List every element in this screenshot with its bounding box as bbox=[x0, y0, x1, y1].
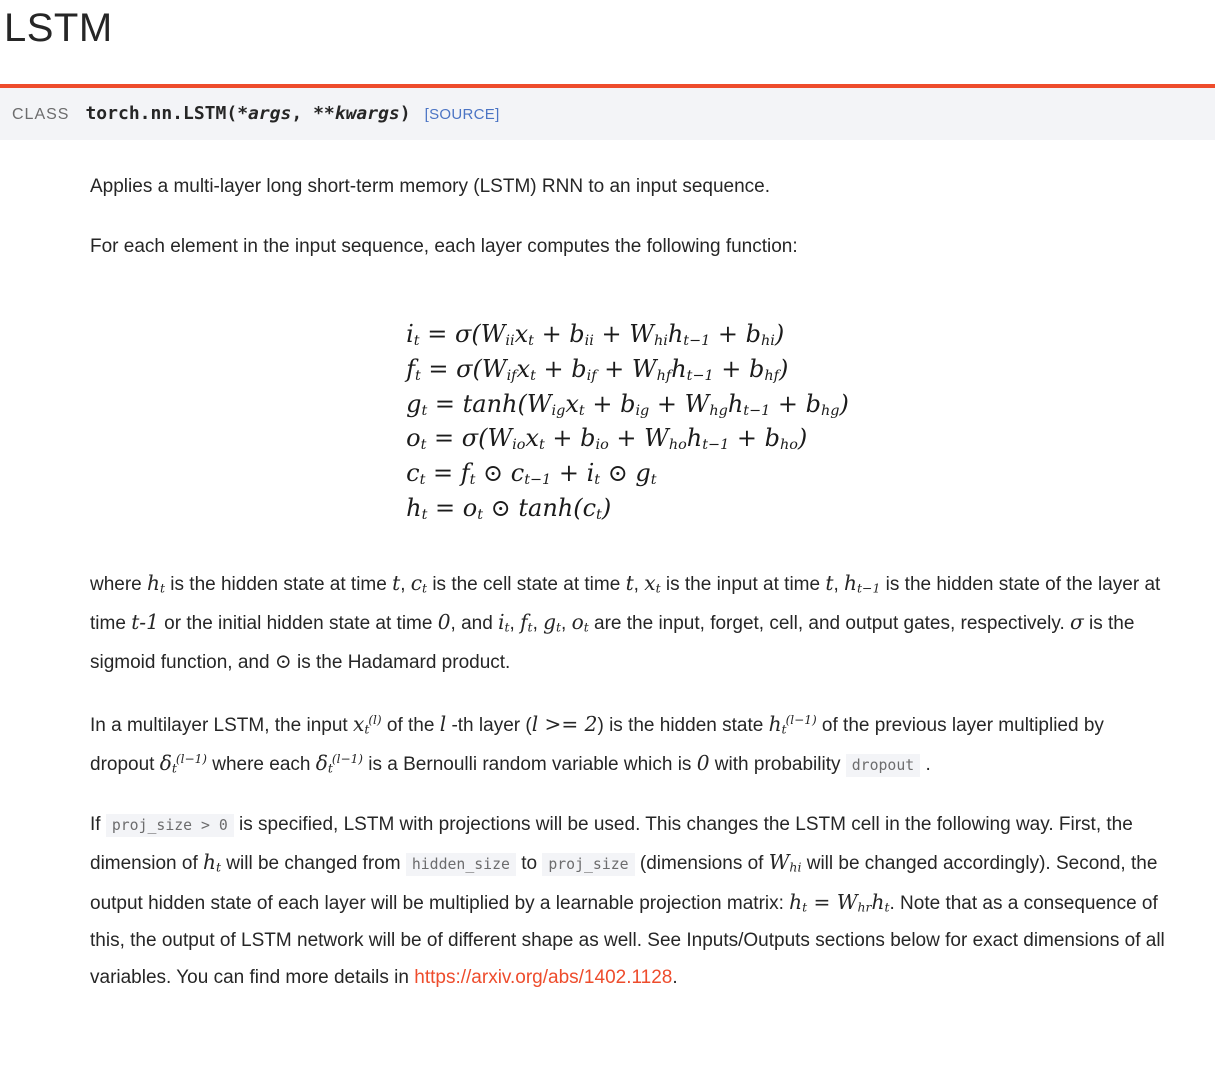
text-run: with probability bbox=[709, 753, 846, 775]
inline-math: 0 bbox=[437, 610, 451, 635]
inline-math: ⊙ bbox=[274, 649, 292, 674]
text-run: In a multilayer LSTM, the input bbox=[90, 714, 353, 736]
italic-arg: **kwargs bbox=[313, 103, 400, 124]
equation-line: $h_t = o_t$ ⊙ $\tanh(c_t)$ bbox=[406, 494, 612, 523]
inline-math: $x_t^{(l)}$ bbox=[352, 711, 382, 737]
text-run: . Note that as a consequence of this, the output of LSTM network will be of different shape as well. See Inputs/Outputs sections below for exact dimensions of all variables. You can find more details in bbox=[90, 892, 1165, 988]
text-run: is the hidden state at time bbox=[165, 573, 393, 595]
inline-math: $h_t^{(l-1)}$ bbox=[768, 711, 817, 737]
text-run: of the bbox=[381, 714, 440, 736]
inline-math: $h_{t-1}$ bbox=[844, 570, 881, 596]
paragraph-multilayer bbox=[90, 705, 1165, 784]
equation-line: $i_t = \sigma(W_{ii}x_t + b_{ii} + W_{hi}h_{t-1} + b_{hi})$ bbox=[406, 320, 785, 349]
text-run: , bbox=[509, 613, 521, 635]
inline-math: $h_t = W_{hr}h_t$ bbox=[789, 889, 890, 914]
inline-math: $o_t$ bbox=[571, 610, 589, 635]
inline-math: $x_t$ bbox=[644, 570, 661, 596]
inline-math: t bbox=[392, 570, 401, 595]
inline-code: hidden_size bbox=[406, 853, 516, 876]
inline-math: $g_t$ bbox=[543, 610, 562, 635]
inline-math: t bbox=[625, 570, 634, 595]
inline-math: $h_t$ bbox=[203, 850, 221, 875]
text-run: is the input at time bbox=[660, 573, 826, 595]
source-link[interactable]: [SOURCE] bbox=[424, 106, 500, 123]
text-run: , and bbox=[450, 613, 499, 635]
text-run: is the sigmoid function, and bbox=[90, 613, 1135, 674]
inline-code: proj_size bbox=[542, 853, 634, 876]
text-run: , bbox=[400, 573, 411, 595]
text-run: Applies a multi-layer long short-term memory (LSTM) RNN to an input sequence. bbox=[90, 176, 771, 197]
equation-line: $f_t = \sigma(W_{if}x_t + b_{if} + W_{hf}h_{t-1} + b_{hf})$ bbox=[406, 354, 789, 384]
text-run: (dimensions of bbox=[634, 853, 769, 875]
inline-math: $\delta_t^{(l-1)}$ bbox=[159, 750, 207, 776]
paragraph-applies bbox=[90, 168, 1165, 205]
inline-math: σ bbox=[1070, 610, 1084, 635]
text-run: is specified, LSTM with projections will be used. This changes the LSTM cell in the following way. First, the dimension of bbox=[90, 814, 1133, 875]
inline-math: $f_t$ bbox=[520, 610, 533, 635]
text-run: . bbox=[920, 753, 931, 775]
equation-lines bbox=[406, 317, 849, 526]
inline-math: $\delta_t^{(l-1)}$ bbox=[315, 750, 363, 776]
class-name: torch.nn.LSTM bbox=[85, 103, 227, 124]
equation-line: $c_t = f_t$ ⊙ $c_{t-1} + i_t$ ⊙ $g_t$ bbox=[406, 459, 657, 489]
text-run: , bbox=[633, 573, 645, 595]
text-run: For each element in the input sequence, each layer computes the following function: bbox=[90, 236, 798, 258]
inline-math: $i_t$ bbox=[498, 610, 510, 635]
inline-code: dropout bbox=[846, 754, 920, 777]
inline-math: l >= 2 bbox=[531, 711, 598, 736]
equation-line: $g_t = \tanh(W_{ig}x_t + b_{ig} + W_{hg}h_{t-1} + b_{hg})$ bbox=[406, 389, 849, 419]
text-run: or the initial hidden state at time bbox=[158, 613, 438, 635]
text-run: will be changed accordingly). Second, the output hidden state of each layer will be multiplied by a learnable projection matrix: bbox=[90, 853, 1158, 914]
inline-math: $c_t$ bbox=[410, 570, 428, 596]
text-run: , bbox=[833, 573, 845, 595]
class-signature-bar bbox=[0, 84, 1215, 140]
text-run: , bbox=[532, 613, 544, 635]
text-run: is the cell state at time bbox=[427, 573, 626, 595]
text-run: where bbox=[90, 573, 148, 595]
text-run: where each bbox=[206, 753, 316, 775]
inline-math: $W_{hi}$ bbox=[768, 850, 802, 875]
text-run: is a Bernoulli random variable which is bbox=[363, 753, 697, 775]
inline-code: proj_size > 0 bbox=[106, 814, 234, 837]
text-run: will be changed from bbox=[221, 853, 406, 875]
text-run: is the hidden state of the layer at time bbox=[90, 573, 1161, 635]
italic-arg: *args bbox=[237, 103, 292, 124]
class-params: (*args, **kwargs) bbox=[226, 103, 411, 124]
equation-block bbox=[90, 317, 1165, 526]
paragraph-where-definitions bbox=[90, 564, 1165, 682]
paragraph-for-each-element bbox=[90, 228, 1165, 265]
text-run: If bbox=[90, 814, 106, 836]
inline-math: t-1 bbox=[131, 610, 159, 635]
text-run: ) is the hidden state bbox=[597, 714, 769, 736]
inline-math: $h_t$ bbox=[147, 570, 166, 596]
class-label: CLASS bbox=[12, 106, 70, 123]
text-run: of the previous layer multiplied by dropout bbox=[90, 714, 1104, 775]
text-run: -th layer ( bbox=[446, 714, 532, 736]
text-run: to bbox=[515, 853, 543, 875]
text-run: , bbox=[561, 613, 572, 635]
inline-math: l bbox=[439, 711, 447, 736]
text-run: are the input, forget, cell, and output gates, respectively. bbox=[588, 613, 1070, 635]
page-title: LSTM bbox=[4, 6, 113, 50]
inline-math: t bbox=[825, 570, 834, 595]
equation-line: $o_t = \sigma(W_{io}x_t + b_{io} + W_{ho}h_{t-1} + b_{ho})$ bbox=[406, 424, 808, 454]
text-run: . bbox=[672, 966, 678, 988]
text-run: is the Hadamard product. bbox=[291, 652, 511, 674]
article-content bbox=[0, 140, 1215, 1029]
inline-math: 0 bbox=[696, 750, 710, 775]
paragraph-proj-size bbox=[90, 806, 1165, 996]
arxiv-link[interactable]: https://arxiv.org/abs/1402.1128 bbox=[414, 966, 673, 988]
